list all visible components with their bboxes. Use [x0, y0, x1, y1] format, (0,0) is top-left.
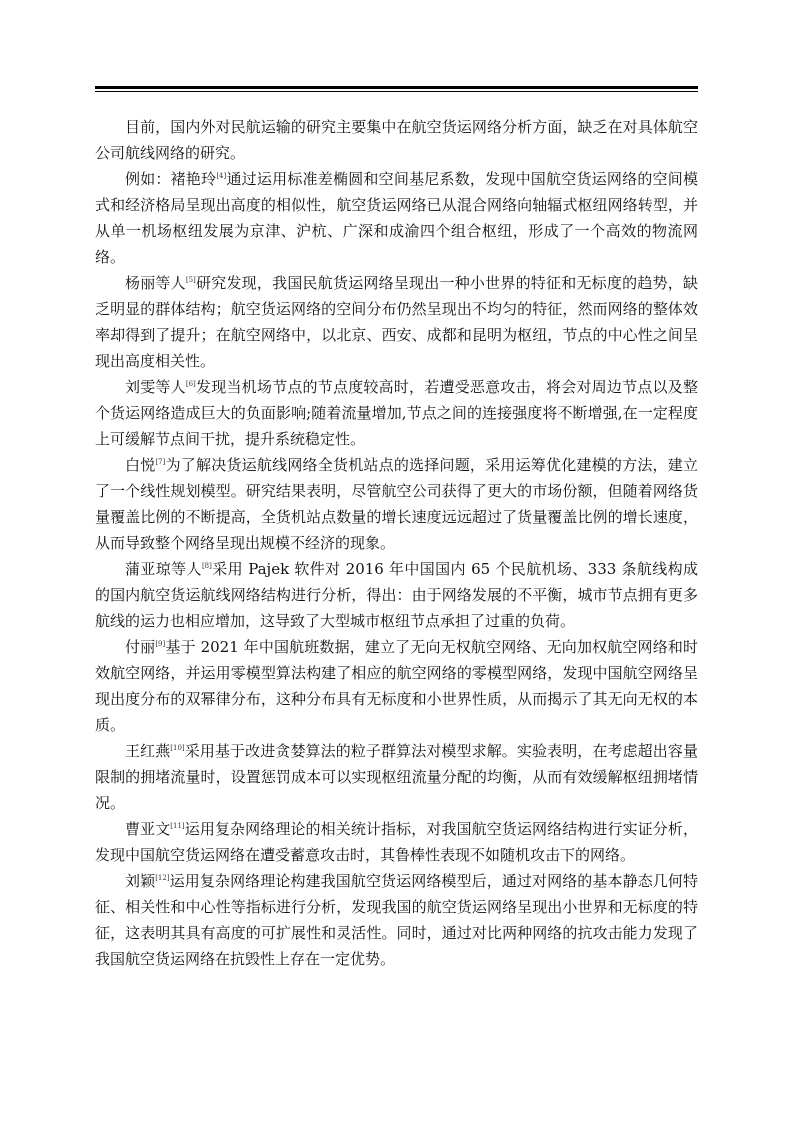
paragraph-lead: 付丽 — [125, 638, 156, 656]
citation-ref: [8] — [201, 562, 212, 570]
paragraph — [95, 452, 698, 556]
paragraph — [95, 556, 698, 634]
paragraph — [95, 738, 698, 816]
paragraph-lead: 刘颖 — [125, 872, 156, 890]
citation-ref: [11] — [170, 822, 185, 830]
paragraph-lead: 杨丽等人 — [125, 274, 186, 292]
paragraph-lead: 王红燕 — [125, 742, 171, 760]
body-text — [95, 114, 698, 972]
paragraph — [95, 270, 698, 374]
paragraph-text: 采用 Pajek 软件对 2016 年中国国内 65 个民航机场、333 条航线构成的国内航空货运航线网络结构进行分析，得出：由于网络发展的不平衡，城市节点拥有更多航线的运力也相应增加，这导致了大型城市枢纽节点承担了过重的负荷。 — [95, 560, 698, 630]
paragraph-text: 基于 2021 年中国航班数据，建立了无向无权航空网络、无向加权航空网络和时效航空网络，并运用零模型算法构建了相应的航空网络的零模型网络，发现中国航空网络呈现出度分布的双幂律分布，这种分布具有无标度和小世界性质，从而揭示了其无向无权的本质。 — [95, 638, 698, 734]
citation-ref: [7] — [155, 458, 166, 466]
paragraph-text: 目前，国内外对民航运输的研究主要集中在航空货运网络分析方面，缺乏在对具体航空公司航线网络的研究。 — [95, 118, 698, 162]
citation-ref: [10] — [170, 744, 185, 752]
citation-ref: [4] — [216, 172, 227, 180]
citation-ref: [6] — [185, 380, 196, 388]
citation-ref: [5] — [185, 276, 196, 284]
paragraph-text: 为了解决货运航线网络全货机站点的选择问题，采用运筹优化建模的方法，建立了一个线性规划模型。研究结果表明，尽管航空公司获得了更大的市场份额，但随着网络货量覆盖比例的不断提高，全货机站点数量的增长速度远远超过了货量覆盖比例的增长速度，从而导致整个网络呈现出规模不经济的现象。 — [95, 456, 698, 552]
header-rule-thick — [95, 86, 698, 89]
citation-ref: [12] — [155, 874, 170, 882]
header-rule-thin — [95, 91, 698, 92]
paragraph — [95, 868, 698, 972]
paragraph — [95, 166, 698, 270]
paragraph-lead: 蒲亚琼等人 — [125, 560, 202, 578]
paragraph-lead: 白悦 — [125, 456, 156, 474]
paragraph — [95, 374, 698, 452]
paragraph — [95, 816, 698, 868]
paragraph-lead: 曹亚文 — [125, 820, 171, 838]
paragraph-text: 研究发现，我国民航货运网络呈现出一种小世界的特征和无标度的趋势，缺乏明显的群体结构；航空货运网络的空间分布仍然呈现出不均匀的特征，然而网络的整体效率却得到了提升；在航空网络中，以北京、西安、成都和昆明为枢纽，节点的中心性之间呈现出高度相关性。 — [95, 274, 698, 370]
paragraph-text: 运用复杂网络理论构建我国航空货运网络模型后，通过对网络的基本静态几何特征、相关性和中心性等指标进行分析，发现我国的航空货运网络呈现出小世界和无标度的特征，这表明其具有高度的可扩展性和灵活性。同时，通过对比两种网络的抗攻击能力发现了我国航空货运网络在抗毁性上存在一定优势。 — [95, 872, 698, 968]
citation-ref: [9] — [155, 640, 166, 648]
paragraph — [95, 634, 698, 738]
paragraph-text: 通过运用标准差椭圆和空间基尼系数，发现中国航空货运网络的空间模式和经济格局呈现出高度的相似性，航空货运网络已从混合网络向轴辐式枢纽网络转型，并从单一机场枢纽发展为京津、沪杭、广深和成渝四个组合枢纽，形成了一个高效的物流网络。 — [95, 170, 698, 266]
paragraph — [95, 114, 698, 166]
paragraph-lead: 刘雯等人 — [125, 378, 186, 396]
paragraph-text: 发现当机场节点的节点度较高时，若遭受恶意攻击，将会对周边节点以及整个货运网络造成巨大的负面影响;随着流量增加,节点之间的连接强度将不断增强,在一定程度上可缓解节点间干扰，提升系统稳定性。 — [95, 378, 698, 448]
paragraph-lead: 例如：褚艳玲 — [125, 170, 217, 188]
paragraph-text: 运用复杂网络理论的相关统计指标，对我国航空货运网络结构进行实证分析，发现中国航空货运网络在遭受蓄意攻击时，其鲁棒性表现不如随机攻击下的网络。 — [95, 820, 698, 864]
paragraph-text: 采用基于改进贪婪算法的粒子群算法对模型求解。实验表明，在考虑超出容量限制的拥堵流量时，设置惩罚成本可以实现枢纽流量分配的均衡，从而有效缓解枢纽拥堵情况。 — [95, 742, 698, 812]
